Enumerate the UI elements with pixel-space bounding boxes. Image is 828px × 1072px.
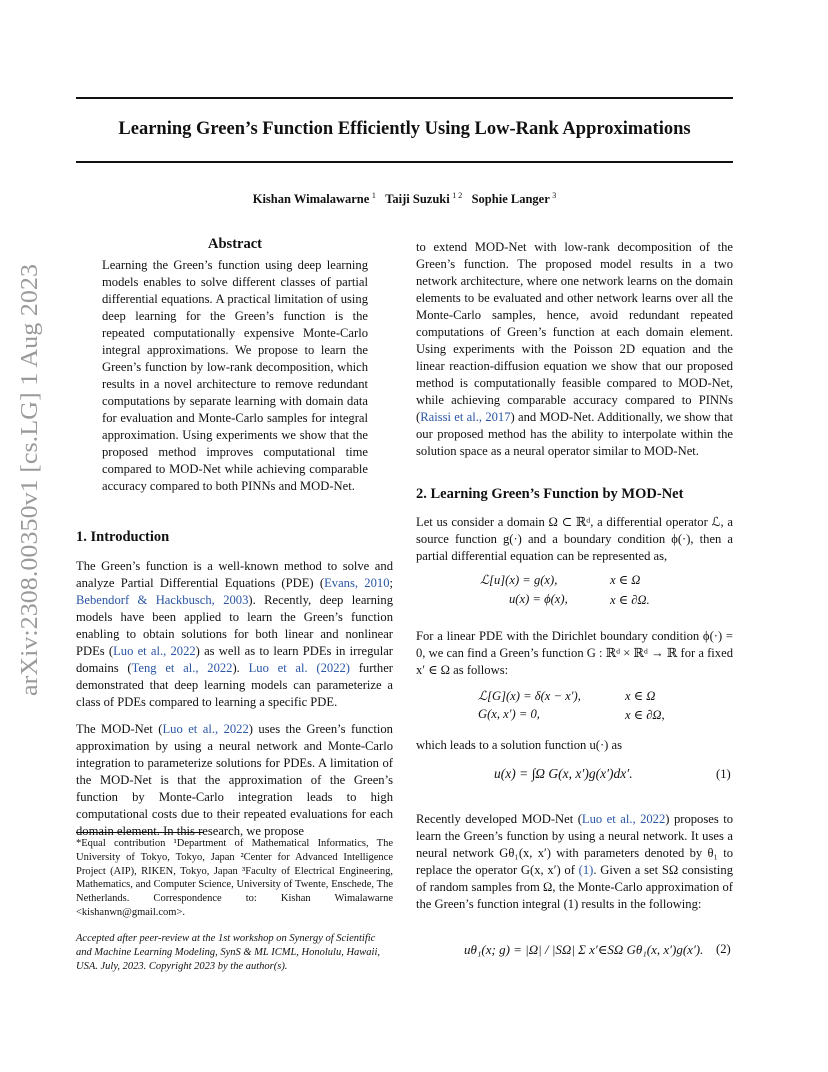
equation-pde-cond-1 (610, 572, 640, 588)
citation-link[interactable]: Luo et al., 2022 (581, 812, 666, 826)
section-heading-introduction: 1. Introduction (76, 529, 170, 545)
arxiv-stamp-text: arXiv:2308.00350v1 [cs.LG] 1 Aug 2023 (16, 290, 43, 696)
introduction-section (76, 529, 393, 840)
section2-paragraph-2 (416, 628, 733, 679)
equation-lhs: u(x) = ϕ(x), (509, 592, 568, 606)
citation-link[interactable]: Evans, 2010 (324, 576, 390, 590)
citation-link[interactable]: Luo et al., 2022 (113, 644, 196, 658)
equation-number-2 (716, 942, 731, 957)
section-heading-mod-net: 2. Learning Green’s Function by MOD-Net (416, 486, 684, 502)
citation-link[interactable]: Raissi et al., 2017 (420, 410, 511, 424)
equation-lhs: ℒ[u](x) = g(x), (480, 573, 558, 587)
arxiv-stamp (10, 260, 46, 700)
equation-number: (2) (716, 942, 731, 956)
accepted-note: Accepted after peer-review at the 1st workshop on Synergy of Scientific and Machine Learning Modeling, SynS & ML ICML, Honolulu, Hawaii, USA. July, 2023. Copyright 2023 by the author(s). (76, 933, 381, 972)
section2-text: Let us consider a domain Ω ⊂ ℝᵈ, a differential operator ℒ, a source function g(·) and a boundary condition ϕ(·), then a partial differential equation can be represented as, (416, 515, 733, 563)
equation-lhs: ℒ[G](x) = δ(x − x′), (478, 689, 581, 703)
equation-solution (494, 766, 633, 782)
text-run: ) proposes to learn the Green’s function by using a neural network. It uses a neural network Gθ₁(x, x′) with parameters denoted by θ₁ to replace the operator G(x, x′) of (416, 812, 733, 877)
text-run: further demonstrated that deep learning models can parameterize a class of PDEs compared to learning a specific PDE. (76, 661, 393, 709)
intro-paragraph-1 (76, 558, 393, 711)
equation-green-line-2 (478, 707, 540, 722)
equation-green-cond-1 (625, 688, 655, 704)
equation-green-line-1 (478, 688, 581, 704)
equation-number-1 (716, 767, 731, 782)
section2-paragraph-1 (416, 514, 733, 565)
section2-paragraph-4 (416, 811, 733, 913)
text-run: Recently developed MOD-Net ( (416, 812, 582, 826)
equation-reference-link[interactable]: (1) (578, 863, 594, 877)
intro-paragraph-3 (416, 239, 733, 460)
citation-link[interactable]: Luo et al. (2022) (248, 661, 350, 675)
citation-link[interactable]: Teng et al., 2022 (131, 661, 233, 675)
text-run: ). Recently, deep learning models have been applied to learn the Green’s function enabling to obtain solutions for both linear and nonlinear PDEs ( (76, 593, 393, 658)
section2-paragraph-3 (416, 737, 733, 754)
equation-number: (1) (716, 767, 731, 781)
equation-pde-line-1 (480, 572, 557, 588)
author-affiliation: 1 (371, 191, 376, 200)
equation-green-cond-2 (625, 707, 665, 723)
text-run: ). (232, 661, 249, 675)
equation-body: uθ₁(x; g) = |Ω| / |SΩ| Σ x′∈SΩ Gθ₁(x, x′)g(x′). (464, 942, 704, 957)
author-name: Taiji Suzuki (385, 192, 450, 207)
paper-title: Learning Green’s Function Efficiently Using Low-Rank Approximations (118, 119, 691, 139)
title-top-rule (76, 97, 733, 99)
citation-link[interactable]: Bebendorf & Hackbusch, 2003 (76, 593, 249, 607)
text-run: to extend MOD-Net with low-rank decomposition of the Green’s function. The proposed model results in a two network architecture, where one network learns on the domain elements to be evaluated and other network learns over all the Monte-Carlo samples, hence, avoid redundant repeated computations of Green’s function at each domain element. Using experiments with the Poisson 2D equation and the linear reaction-diffusion equation we show that our proposed method is computationally feasible compared to MOD-Net, while achieving comparable accuracy compared to PINNs ( (416, 240, 733, 424)
footnote-rule (76, 832, 204, 833)
section2-text: For a linear PDE with the Dirichlet boundary condition ϕ(·) = 0, we can find a Green’s function G : ℝᵈ × ℝᵈ → ℝ for a fixed x′ ∈ Ω as follows: (416, 629, 733, 677)
equation-condition: x ∈ Ω (610, 573, 641, 587)
text-run: The MOD-Net ( (76, 722, 163, 736)
equation-pde-cond-2 (610, 592, 650, 608)
author-list (76, 191, 733, 207)
right-column-intro-continued (416, 239, 733, 460)
equation-pde-line-2 (509, 592, 568, 607)
title-bottom-rule (76, 161, 733, 163)
abstract-text: Learning the Green’s function using deep learning models enables to solve different classes of partial differential equations. A practical limitation of using deep learning for the Green’s function is the repeated computationally expensive Monte-Carlo integral approximations. We propose to learn the Green’s function by low-rank decomposition, which results in a novel architecture to remove redundant computations by separate learning with domain data for evaluation and Monte-Carlo samples for integral approximation. Using experiments we show that the proposed method improves computational time compared to MOD-Net while achieving comparable accuracy compared to both PINNs and MOD-Net. (102, 258, 368, 493)
section2-text: which leads to a solution function u(·) as (416, 738, 623, 752)
author-name: Kishan Wimalawarne (252, 192, 370, 207)
text-run: ) and MOD-Net. Additionally, we show that our proposed method has the ability to interpolate within the solution space as a neural operator similar to MOD-Net. (416, 410, 734, 458)
text-run: ) as well as to learn PDEs in irregular domains ( (76, 644, 393, 675)
abstract-heading: Abstract (208, 236, 262, 252)
equation-monte-carlo (464, 942, 703, 958)
text-run: ; (389, 576, 393, 590)
author-affiliation: 1 2 (452, 191, 463, 200)
section2-heading-block (416, 486, 733, 503)
equation-condition: x ∈ ∂Ω, (625, 708, 665, 722)
text-run: . Given a set SΩ consisting of random samples from Ω, the Monte-Carlo approximation of the Green’s function integral (1) results in the following: (416, 863, 733, 911)
author-name: Sophie Langer (471, 192, 550, 207)
equation-condition: x ∈ Ω (625, 689, 656, 703)
abstract-block (102, 236, 368, 495)
intro-paragraph-2 (76, 721, 393, 840)
text-run: The Green’s function is a well-known method to solve and analyze Partial Differential Equations (PDE) ( (76, 559, 393, 590)
text-run: ) uses the Green’s function approximation by using a neural network and Monte-Carlo integration to parameterize solutions for PDEs. A limitation of the MOD-Net is that the approximation of the Green’s function by Monte-Carlo integration leads to high computational costs due to their repeated evaluations for each domain element. In this research, we propose (76, 722, 393, 838)
equation-body: u(x) = ∫Ω G(x, x′)g(x′)dx′. (494, 766, 633, 781)
equation-lhs: G(x, x′) = 0, (478, 707, 540, 721)
equation-condition: x ∈ ∂Ω. (610, 593, 650, 607)
citation-link[interactable]: Luo et al., 2022 (162, 722, 249, 736)
footnote-affiliations: *Equal contribution ¹Department of Mathematical Informatics, The University of Tokyo, Tokyo, Japan ²Center for Advanced Intelligence Project (AIP), RIKEN, Tokyo, Japan ³Faculty of Electrical Engineering, Mathematics, and Computer Science, University of Twente, Enschede, The Netherlands. Correspondence to: Kishan Wimalawarne <kishanwn@gmail.com>. (76, 838, 393, 918)
author-affiliation: 3 (552, 191, 557, 200)
section2-text (416, 811, 733, 913)
